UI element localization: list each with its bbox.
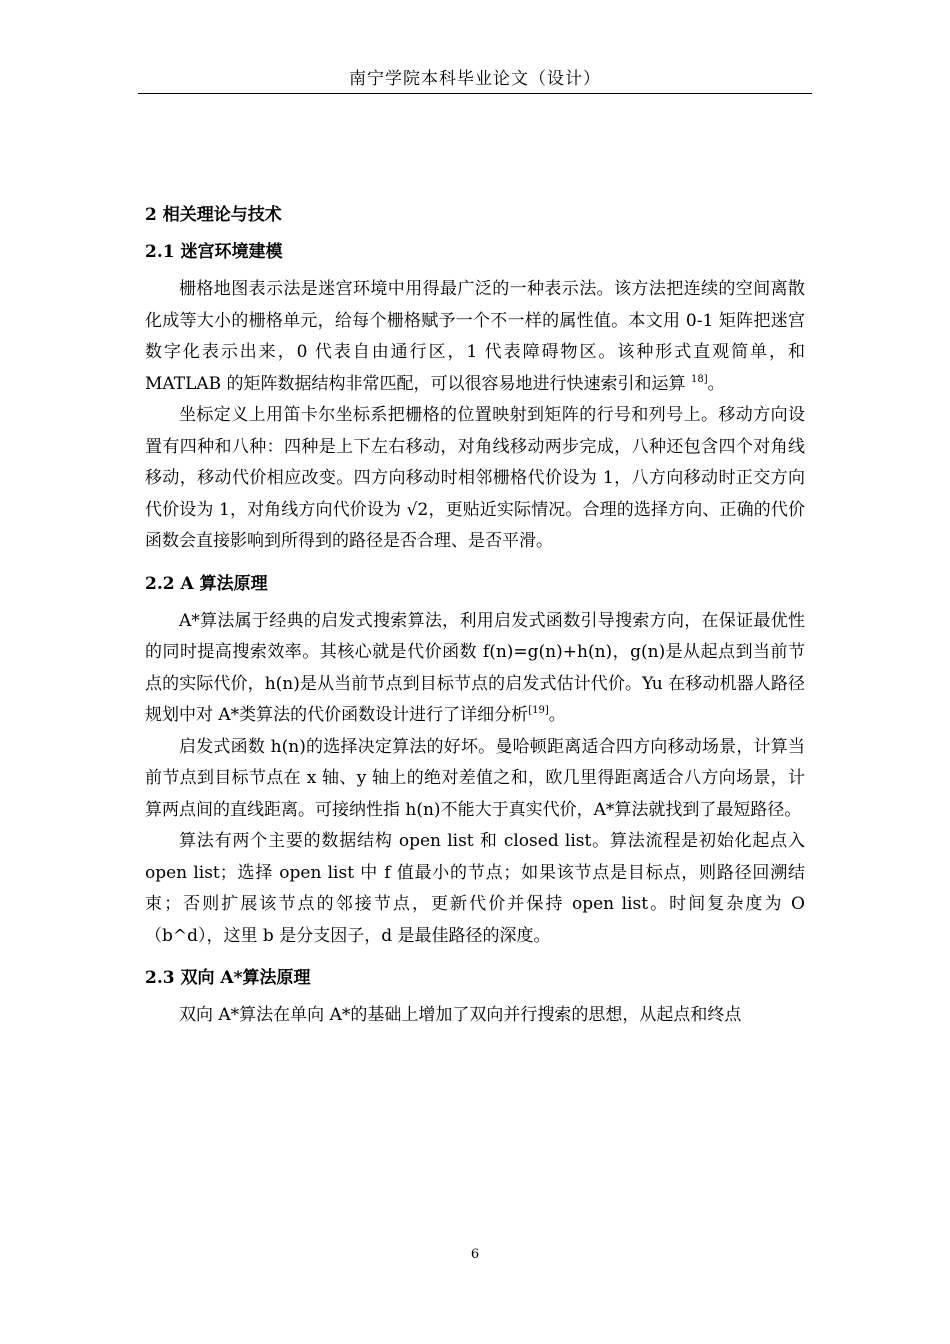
document-body xyxy=(145,200,805,1032)
paragraph-text: 栅格地图表示法是迷宫环境中用得最广泛的一种表示法。该方法把连续的空间离散化成等大小的栅格单元，给每个栅格赋予一个不一样的属性值。本文用 0-1 矩阵把迷宫数字化表示出来，0 代表自由通行区，1 代表障碍物区。该种形式直观简单，和 MATLAB 的矩阵数据结构非常匹配，可以很容易地进行快速索引和运算 xyxy=(145,279,805,394)
chapter-heading: 2 相关理论与技术 xyxy=(145,205,282,225)
paragraph xyxy=(145,732,805,827)
section-heading-2-1: 2.1 迷宫环境建模 xyxy=(145,242,283,262)
paragraph xyxy=(145,400,805,558)
section-heading-2-3: 2.3 双向 A*算法原理 xyxy=(145,968,311,988)
paragraph-tail: 。 xyxy=(548,705,566,725)
header-title: 南宁学院本科毕业论文（设计） xyxy=(349,69,601,89)
section-heading-2-2: 2.2 A 算法原理 xyxy=(145,573,268,594)
paragraph xyxy=(145,274,805,400)
page-header xyxy=(138,66,812,94)
paragraph-text: 坐标定义上用笛卡尔坐标系把栅格的位置映射到矩阵的行号和列号上。移动方向设置有四种和八种：四种是上下左右移动，对角线移动两步完成，八种还包含四个对角线移动，移动代价相应改变。四方向移动时相邻栅格代价设为 1，八方向移动时正交方向代价设为 1，对角线方向代价设为 √2，更贴近实际情况。合理的选择方向、正确的代价函数会直接影响到所得到的路径是否合理、是否平滑。 xyxy=(145,405,805,551)
paragraph xyxy=(145,826,805,952)
paragraph xyxy=(145,606,805,732)
page-number: 6 xyxy=(470,1247,480,1262)
paragraph-tail: 。 xyxy=(707,373,725,394)
paragraph-text: 双向 A*算法在单向 A*的基础上增加了双向并行搜索的思想，从起点和终点 xyxy=(179,1005,742,1025)
paragraph-text: A*算法属于经典的启发式搜索算法，利用启发式函数引导搜索方向，在保证最优性的同时提高搜索效率。其核心就是代价函数 f(n)=g(n)+h(n)，g(n)是从起点到当前节点的实际代价，h(n)是从当前节点到目标节点的启发式估计代价。Yu 在移动机器人路径规划中对 A*类算法的代价函数设计进行了详细分析 xyxy=(145,610,805,725)
paragraph-text: 启发式函数 h(n)的选择决定算法的好坏。曼哈顿距离适合四方向移动场景，计算当前节点到目标节点在 x 轴、y 轴上的绝对差值之和，欧几里得距离适合八方向场景，计算两点间的直线距离。可接纳性指 h(n)不能大于真实代价，A*算法就找到了最短路径。 xyxy=(145,736,805,820)
paragraph xyxy=(145,1000,805,1032)
paragraph-text: 算法有两个主要的数据结构 open list 和 closed list。算法流程是初始化起点入 open list；选择 open list 中 f 值最小的节点；如果该节点是目标点，则路径回溯结束；否则扩展该节点的邻接节点，更新代价并保持 open list。时间复杂度为 O（b^d），这里 b 是分支因子，d 是最佳路径的深度。 xyxy=(145,831,805,946)
citation-mark: [19] xyxy=(528,705,549,716)
citation-mark: 18] xyxy=(690,373,708,385)
